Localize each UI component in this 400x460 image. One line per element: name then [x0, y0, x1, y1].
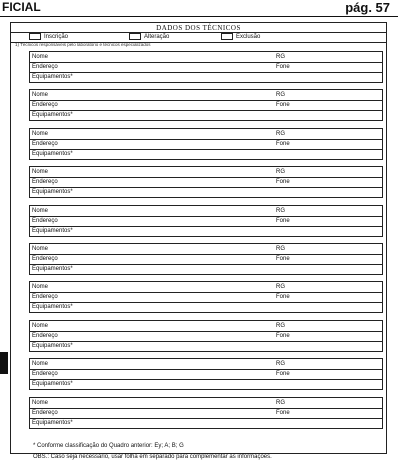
option-exclusao[interactable] [221, 33, 260, 42]
name-label: Nome [32, 207, 49, 214]
equipment-label: Equipamentos* [32, 189, 73, 196]
equipment-row[interactable] [30, 72, 382, 82]
rg-label: RG [276, 361, 285, 368]
name-label: Nome [32, 399, 49, 406]
option-alteracao-label: Alteração [144, 34, 170, 41]
address-label: Endereço [32, 217, 58, 224]
phone-label: Fone [276, 332, 290, 339]
option-exclusao-label: Exclusão [236, 34, 261, 41]
technicians-form [10, 22, 387, 460]
checkbox-exclusao[interactable] [221, 33, 233, 40]
rg-label: RG [276, 54, 285, 60]
rg-label: RG [276, 207, 285, 214]
equipment-label: Equipamentos* [32, 419, 73, 426]
phone-label: Fone [276, 140, 290, 147]
equipment-label: Equipamentos* [32, 227, 73, 234]
header-rule [0, 16, 398, 17]
option-inscricao-label: Inscrição [44, 34, 69, 41]
technician-block [29, 205, 383, 237]
checkbox-alteracao[interactable] [129, 33, 141, 40]
equipment-label: Equipamentos* [32, 112, 73, 119]
option-alteracao[interactable] [129, 33, 169, 42]
form-note: 1) Técnicos responsáveis pelo laboratório e técnicos especializados [15, 42, 151, 47]
technician-block [29, 166, 383, 198]
rg-label: RG [276, 92, 285, 99]
equipment-row[interactable] [30, 264, 382, 274]
name-label: Nome [32, 54, 49, 60]
address-label: Endereço [32, 140, 58, 147]
phone-label: Fone [276, 409, 290, 416]
technician-block [29, 397, 383, 429]
equipment-label: Equipamentos* [32, 381, 73, 388]
equipment-row[interactable] [30, 149, 382, 159]
form-title: DADOS DOS TÉCNICOS [156, 24, 241, 32]
address-label: Endereço [32, 332, 58, 339]
rg-label: RG [276, 322, 285, 329]
technician-block [29, 281, 383, 313]
technician-block [29, 51, 383, 83]
rg-label: RG [276, 284, 285, 291]
name-label: Nome [32, 284, 49, 291]
page-number: pág. 57 [345, 0, 390, 15]
address-label: Endereço [32, 371, 58, 378]
rg-label: RG [276, 130, 285, 137]
address-label: Endereço [32, 102, 58, 109]
name-label: Nome [32, 322, 49, 329]
equipment-row[interactable] [30, 418, 382, 428]
equipment-row[interactable] [30, 187, 382, 197]
rg-label: RG [276, 399, 285, 406]
margin-bar [0, 352, 8, 374]
name-label: Nome [32, 246, 49, 252]
phone-label: Fone [276, 371, 290, 378]
phone-label: Fone [276, 64, 290, 70]
equipment-label: Equipamentos* [32, 266, 73, 272]
technician-block [29, 128, 383, 160]
equipment-label: Equipamentos* [32, 342, 73, 349]
technician-block [29, 320, 383, 352]
equipment-label: Equipamentos* [32, 74, 73, 80]
address-label: Endereço [32, 256, 58, 262]
rg-label: RG [276, 169, 285, 176]
phone-label: Fone [276, 294, 290, 301]
name-label: Nome [32, 130, 49, 137]
name-label: Nome [32, 169, 49, 176]
equipment-row[interactable] [30, 110, 382, 120]
address-label: Endereço [32, 64, 58, 70]
footnote-obs: OBS.: Caso seja necessário, usar folha em separado para complementar as informações. [33, 454, 272, 460]
equipment-label: Equipamentos* [32, 304, 73, 311]
technician-block [29, 89, 383, 121]
equipment-row[interactable] [30, 226, 382, 236]
phone-label: Fone [276, 102, 290, 109]
phone-label: Fone [276, 179, 290, 186]
checkbox-inscricao[interactable] [29, 33, 41, 40]
address-label: Endereço [32, 179, 58, 186]
technician-block [29, 358, 383, 390]
phone-label: Fone [276, 217, 290, 224]
header-left-label: FICIAL [2, 0, 41, 14]
address-label: Endereço [32, 409, 58, 416]
footnote-classification: * Conforme classificação do Quadro anterior: Ey; A; B; G [33, 443, 184, 449]
technician-block [29, 243, 383, 275]
phone-label: Fone [276, 256, 290, 262]
equipment-row[interactable] [30, 302, 382, 312]
rg-label: RG [276, 246, 285, 252]
option-inscricao[interactable] [29, 33, 68, 42]
address-label: Endereço [32, 294, 58, 301]
equipment-row[interactable] [30, 341, 382, 351]
name-label: Nome [32, 361, 49, 368]
equipment-row[interactable] [30, 379, 382, 389]
name-label: Nome [32, 92, 49, 99]
equipment-label: Equipamentos* [32, 150, 73, 157]
